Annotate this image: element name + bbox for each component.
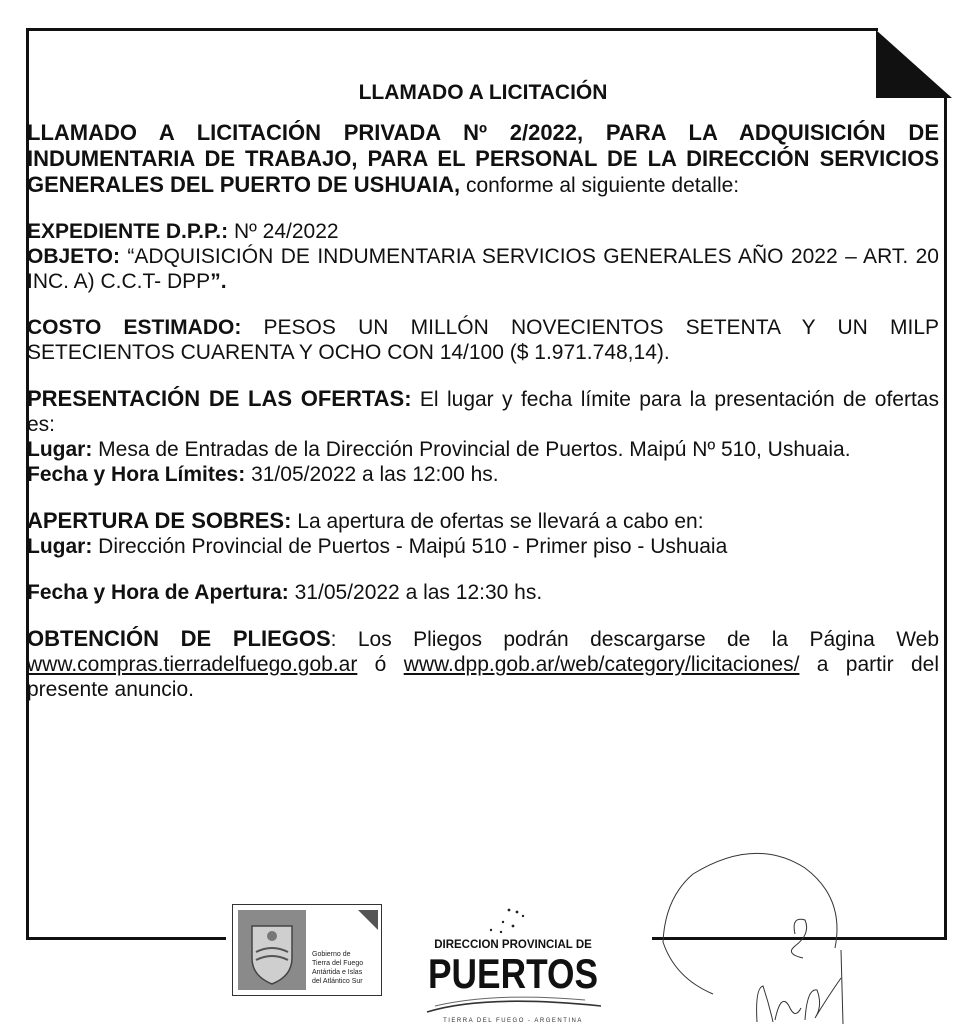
fecha-apertura-label: Fecha y Hora de Apertura: bbox=[27, 581, 289, 604]
fecha-apertura-section bbox=[27, 580, 939, 605]
intro-bold: LLAMADO A LICITACIÓN PRIVADA Nº 2/2022, PARA LA ADQUISICIÓN DE INDUMENTARIA DE TRABAJO, PARA EL PERSONAL DE LA DIRECCIÓN SERVICIOS GENERALES DEL PUERTO DE USHUAIA, bbox=[27, 120, 939, 197]
fecha-limite-label: Fecha y Hora Límites: bbox=[27, 463, 246, 486]
frame-right-line bbox=[944, 96, 947, 940]
apertura-section bbox=[27, 508, 939, 559]
compras-link[interactable]: www.compras.tierradelfuego.gob.ar bbox=[27, 653, 358, 676]
apertura-value: La apertura de ofertas se llevará a cabo en: bbox=[291, 510, 704, 533]
costo-section bbox=[27, 315, 939, 365]
puertos-title: PUERTOS bbox=[428, 950, 598, 997]
puertos-logo bbox=[405, 908, 620, 1024]
apertura-label: APERTURA DE SOBRES: bbox=[27, 508, 292, 533]
puertos-tagline: TIERRA DEL FUEGO - ARGENTINA bbox=[443, 1018, 583, 1024]
signature-icon bbox=[645, 838, 875, 1024]
stars-icon bbox=[490, 909, 524, 934]
pliegos-end: a partir del presente anuncio. bbox=[27, 653, 939, 701]
dpp-licitaciones-link[interactable]: www.dpp.gob.ar/web/category/licitaciones/ bbox=[403, 653, 800, 676]
lugar2-label: Lugar: bbox=[27, 535, 93, 558]
intro-paragraph bbox=[27, 120, 939, 198]
costo-label: COSTO ESTIMADO: bbox=[27, 316, 242, 339]
gobierno-line-2: Tierra del Fuego bbox=[312, 960, 364, 967]
gobierno-line-3: Antártida e Islas bbox=[312, 969, 363, 976]
shield-icon bbox=[252, 926, 292, 984]
pliegos-value: : Los Pliegos podrán descargarse de la Página Web bbox=[330, 628, 939, 651]
lugar-label: Lugar: bbox=[27, 438, 93, 461]
frame-top-line bbox=[26, 28, 878, 31]
lugar2-value: Dirección Provincial de Puertos - Maipú 510 - Primer piso - Ushuaia bbox=[92, 535, 728, 558]
fecha-apertura-value: 31/05/2022 a las 12:30 hs. bbox=[288, 581, 543, 604]
presentacion-label: PRESENTACIÓN DE LAS OFERTAS: bbox=[27, 386, 412, 411]
tender-notice bbox=[27, 80, 939, 702]
expediente-value: Nº 24/2022 bbox=[228, 220, 339, 243]
costo-value: PESOS UN MILLÓN NOVECIENTOS SETENTA Y UN MILP SETECIENTOS CUARENTA Y OCHO CON 14/100 ($ 1.971.748,14). bbox=[27, 316, 939, 364]
link-separator: ó bbox=[357, 653, 404, 676]
lugar-value: Mesa de Entradas de la Dirección Provincial de Puertos. Maipú Nº 510, Ushuaia. bbox=[92, 438, 851, 461]
presentacion-section bbox=[27, 386, 939, 487]
objeto-close: ”. bbox=[210, 270, 227, 293]
objeto-value: “ADQUISICIÓN DE INDUMENTARIA SERVICIOS GENERALES AÑO 2022 – ART. 20 INC. A) C.C.T- DPP bbox=[27, 245, 939, 293]
presentacion-value: El lugar y fecha límite para la presentación de ofertas es: bbox=[27, 388, 939, 436]
page-title: LLAMADO A LICITACIÓN bbox=[358, 81, 608, 104]
expediente-label: EXPEDIENTE D.P.P.: bbox=[27, 220, 229, 243]
puertos-subtitle: DIRECCION PROVINCIAL DE bbox=[434, 939, 592, 951]
pliegos-label: OBTENCIÓN DE PLIEGOS bbox=[27, 626, 331, 651]
fecha-limite-value: 31/05/2022 a las 12:00 hs. bbox=[245, 463, 499, 486]
intro-rest: conforme al siguiente detalle: bbox=[460, 174, 740, 197]
gobierno-line-4: del Atlántico Sur bbox=[312, 978, 363, 985]
expediente-objeto-section bbox=[27, 219, 939, 294]
gobierno-logo bbox=[232, 904, 382, 996]
pliegos-section bbox=[27, 626, 939, 702]
gobierno-line-1: Gobierno de bbox=[312, 951, 351, 958]
objeto-label: OBJETO: bbox=[27, 245, 120, 268]
